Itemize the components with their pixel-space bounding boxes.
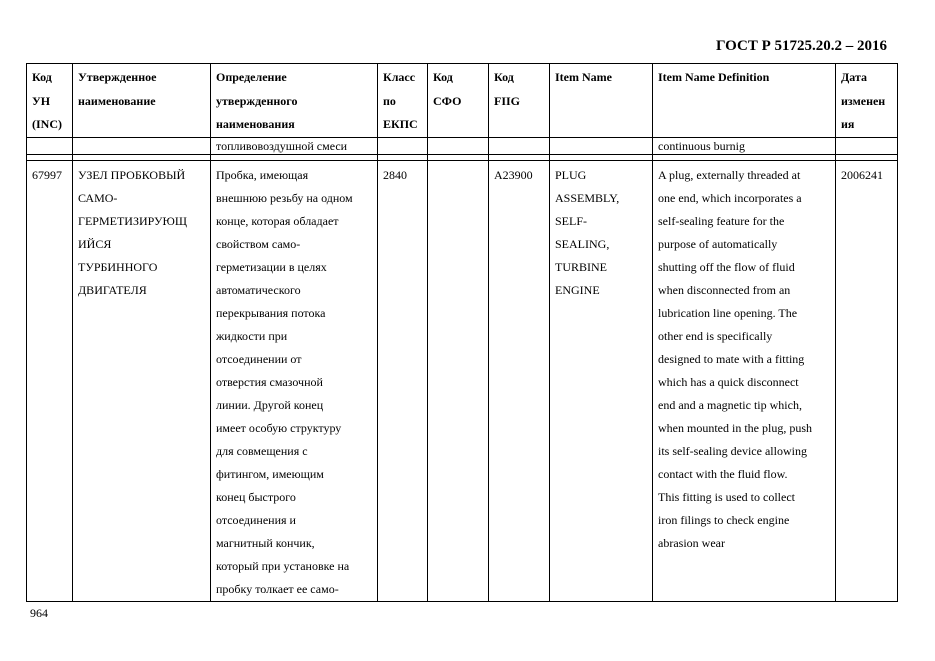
text-line: shutting off the flow of fluid (658, 259, 795, 274)
continuation-row (27, 137, 898, 154)
text-line: Item Name Definition (658, 70, 770, 84)
text-line: перекрывания потока (216, 305, 326, 320)
text-line: по (383, 93, 396, 108)
cell (836, 137, 898, 154)
text-line: Код (433, 70, 453, 84)
text-line: фитингом, имеющим (216, 466, 324, 481)
text-line: abrasion wear (658, 535, 725, 550)
text-line: отверстия смазочной (216, 374, 323, 389)
header-item-name-definition (653, 64, 836, 138)
text-line: designed to mate with a fitting (658, 351, 805, 366)
text-line: contact with the fluid flow. (658, 466, 788, 481)
cell (550, 137, 653, 154)
text-line: which has a quick disconnect (658, 374, 799, 389)
text-line: конец быстрого (216, 489, 296, 504)
text-line: внешнюю резьбу на одном (216, 190, 353, 205)
text-line: Определение (216, 70, 287, 84)
text-line: SEALING, (555, 236, 610, 251)
text-line: который при установке на (216, 558, 350, 573)
entry-definition-ru (211, 160, 378, 601)
text-line: its self-sealing device allowing (658, 443, 807, 458)
text-line: A plug, externally threaded at (658, 167, 801, 182)
text-line: Класс (383, 70, 416, 84)
text-line: ИЙСЯ (78, 236, 112, 251)
text-line: when mounted in the plug, push (658, 420, 812, 435)
cell (428, 137, 489, 154)
entry-item-name-definition (653, 160, 836, 601)
text-line: ASSEMBLY, (555, 190, 620, 205)
text-line: жидкости при (216, 328, 288, 343)
text-line: изменен (841, 93, 886, 108)
text-line: отсоединения и (216, 512, 296, 527)
cell (73, 137, 211, 154)
text-line: для совмещения с (216, 443, 308, 458)
entry-sfo (428, 160, 489, 601)
header-item-name (550, 64, 653, 138)
text-line: конце, которая обладает (216, 213, 339, 228)
text-line: ЕКПС (383, 117, 418, 131)
text-line: (INC) (32, 117, 62, 131)
document-standard-header: ГОСТ Р 51725.20.2 – 2016 (715, 38, 887, 54)
continuation-definition-en: continuous burnig (653, 137, 836, 154)
text-line: other end is specifically (658, 328, 773, 343)
entry-approved-name (73, 160, 211, 601)
text-line: Дата (841, 70, 867, 84)
cell (378, 137, 428, 154)
text-line: свойством само- (216, 236, 301, 251)
cell (27, 137, 73, 154)
text-line: пробку толкает ее само- (216, 581, 339, 596)
header-definition (211, 64, 378, 138)
text-line: Код (32, 70, 52, 84)
text-line: Item Name (555, 70, 612, 84)
text-line: This fitting is used to collect (658, 489, 795, 504)
text-line: ДВИГАТЕЛЯ (78, 282, 147, 297)
header-fiig (489, 64, 550, 138)
entry-class: 2840 (378, 160, 428, 601)
text-line: ENGINE (555, 282, 600, 297)
entry-inc: 67997 (27, 160, 73, 601)
text-line: TURBINE (555, 259, 607, 274)
text-line: SELF- (555, 213, 588, 228)
text-line: ТУРБИННОГО (78, 259, 158, 274)
text-line: one end, which incorporates a (658, 190, 802, 205)
text-line: наименование (78, 93, 156, 108)
entry-item-name (550, 160, 653, 601)
header-change-date (836, 64, 898, 138)
entry-fiig: A23900 (489, 160, 550, 601)
entry-change-date: 2006241 (836, 160, 898, 601)
text-line: наименования (216, 117, 295, 131)
header-class (378, 64, 428, 138)
text-line: PLUG (555, 167, 587, 182)
text-line: ия (841, 117, 855, 131)
text-line: Код (494, 70, 514, 84)
text-line: герметизации в целях (216, 259, 327, 274)
header-sfo (428, 64, 489, 138)
text-line: end and a magnetic tip which, (658, 397, 802, 412)
text-line: FIIG (494, 93, 521, 108)
text-line: магнитный кончик, (216, 535, 315, 550)
catalog-table (26, 63, 898, 602)
continuation-definition-ru: топливовоздушной смеси (211, 137, 378, 154)
text-line: self-sealing feature for the (658, 213, 785, 228)
text-line: lubrication line opening. The (658, 305, 798, 320)
text-line: имеет особую структуру (216, 420, 342, 435)
text-line: УЗЕЛ ПРОБКОВЫЙ (78, 167, 186, 182)
text-line: СФО (433, 93, 462, 108)
text-line: purpose of automatically (658, 236, 778, 251)
page-number: 964 (30, 606, 48, 620)
text-line: утвержденного (216, 93, 298, 108)
header-inc (27, 64, 73, 138)
text-line: Пробка, имеющая (216, 167, 309, 182)
cell (489, 137, 550, 154)
text-line: when disconnected from an (658, 282, 791, 297)
text-line: ГЕРМЕТИЗИРУЮЩ (78, 213, 187, 228)
table-header-row (27, 64, 898, 138)
text-line: САМО- (78, 190, 118, 205)
table-row (27, 160, 898, 601)
text-line: автоматического (216, 282, 301, 297)
text-line: Утвержденное (78, 70, 157, 84)
text-line: линии. Другой конец (216, 397, 324, 412)
header-approved-name (73, 64, 211, 138)
text-line: iron filings to check engine (658, 512, 790, 527)
text-line: отсоединении от (216, 351, 302, 366)
text-line: УН (32, 93, 51, 108)
